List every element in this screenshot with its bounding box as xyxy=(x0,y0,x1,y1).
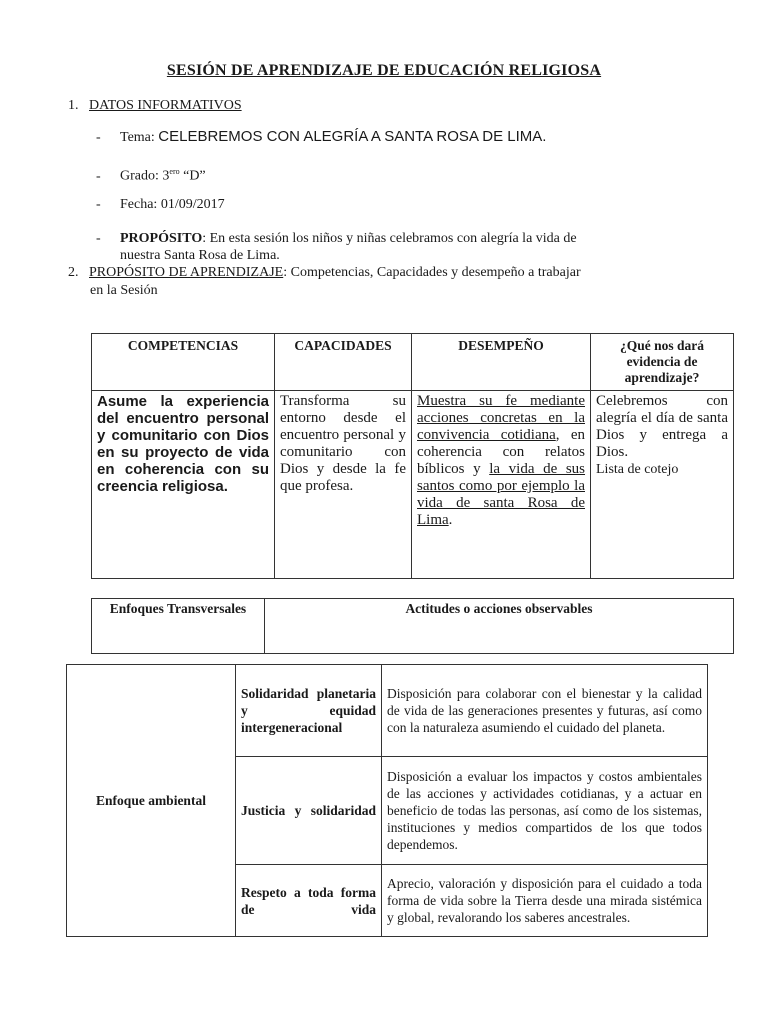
section-2-number: 2. xyxy=(68,265,79,280)
grado-label: Grado: 3 xyxy=(120,168,170,184)
proposito-text-1: : En esta sesión los niños y niñas celebramos con alegría la vida de xyxy=(202,231,577,246)
section-2-label: PROPÓSITO DE APRENDIZAJE xyxy=(89,265,284,280)
proposito-text-2: nuestra Santa Rosa de Lima. xyxy=(120,248,280,263)
competencia-cell: Asume la experiencia del encuentro personal y comunitario con Dios en su proyecto de vida en coherencia con su creencia religiosa. xyxy=(92,391,275,579)
header-desempeno: DESEMPEÑO xyxy=(412,334,591,391)
section-1-number: 1. xyxy=(68,98,79,113)
desc-justicia: Disposición a evaluar los impactos y costos ambientales de las acciones y actividades cotidianas, y a actuar en beneficio de todas las personas, así como de los sistemas, instituciones y medios compartidos de los que todos dependemos. xyxy=(382,757,708,865)
enfoque-ambiental-table xyxy=(66,664,708,937)
header-capacidades: CAPACIDADES xyxy=(275,334,412,391)
section-1-heading xyxy=(68,98,242,114)
section-2-text-1: : Competencias, Capacidades y desempeño a trabajar xyxy=(283,265,581,280)
tema-label: Tema: xyxy=(120,130,159,145)
enfoque-ambiental-cell: Enfoque ambiental xyxy=(67,665,236,937)
section-2-text-2: en la Sesión xyxy=(90,283,158,298)
header-competencias: COMPETENCIAS xyxy=(92,334,275,391)
document-title: SESIÓN DE APRENDIZAJE DE EDUCACIÓN RELIGIOSA xyxy=(166,62,602,79)
enfoques-header-table xyxy=(91,598,734,654)
desc-respeto: Aprecio, valoración y disposición para el cuidado a toda forma de vida sobre la Tierra desde una mirada sistémica y global, revalorando los saberes ancestrales. xyxy=(382,865,708,937)
valor-solidaridad-planetaria: Solidaridad planetaria y equidad intergeneracional xyxy=(236,665,382,757)
desempeno-underlined-1: Muestra su fe mediante acciones concretas en la convivencia cotidiana xyxy=(417,393,585,443)
info-fecha: - Fecha: 01/09/2017 xyxy=(96,197,225,212)
actitudes-header: Actitudes o acciones observables xyxy=(265,599,734,654)
desempeno-text-1: , en coherencia con relatos bíblicos y xyxy=(417,427,585,477)
tema-value: CELEBREMOS CON ALEGRÍA A SANTA ROSA DE LIMA. xyxy=(158,128,547,145)
enfoques-transversales-header: Enfoques Transversales xyxy=(92,599,265,654)
desempeno-text-2: . xyxy=(448,512,453,528)
proposito-label: PROPÓSITO xyxy=(120,231,203,246)
valor-justicia: Justicia y solidaridad xyxy=(236,757,382,865)
info-tema: - Tema: CELEBREMOS CON ALEGRÍA A SANTA ROSA DE LIMA. xyxy=(96,128,547,145)
evidencia-text: Celebremos con alegría el día de santa Dios y entrega a Dios. xyxy=(596,393,728,460)
valor-respeto: Respeto a toda forma de vida xyxy=(236,865,382,937)
competencias-table xyxy=(91,333,734,579)
section-1-label: DATOS INFORMATIVOS xyxy=(89,98,242,113)
info-proposito: - PROPÓSITO: En esta sesión los niños y niñas celebramos con alegría la vida de nuestra Santa Rosa de Lima. xyxy=(96,231,577,263)
info-grado: - Grado: $3^{ero}$ “D” xyxy=(96,167,206,184)
desempeno-cell xyxy=(412,391,591,579)
capacidad-cell: Transforma su entorno desde el encuentro personal y comunitario con Dios y desde la fe que profesa. xyxy=(275,391,412,579)
header-evidencia: ¿Qué nos dará evidencia de aprendizaje? xyxy=(591,334,734,391)
section-2-heading xyxy=(68,264,581,300)
desempeno-underlined-2: la vida de sus santos como por ejemplo la vida de santa Rosa de Lima xyxy=(417,461,586,528)
grado-sup: ero xyxy=(169,167,180,176)
evidencia-instrumento: Lista de cotejo xyxy=(596,462,679,477)
evidencia-cell xyxy=(591,391,734,579)
fecha-text: Fecha: 01/09/2017 xyxy=(120,197,225,212)
desc-solidaridad-planetaria: Disposición para colaborar con el bienestar y la calidad de vida de las generaciones presentes y futuras, así como con la naturaleza asumiendo el cuidado del planeta. xyxy=(382,665,708,757)
grado-rest: “D” xyxy=(179,168,206,184)
